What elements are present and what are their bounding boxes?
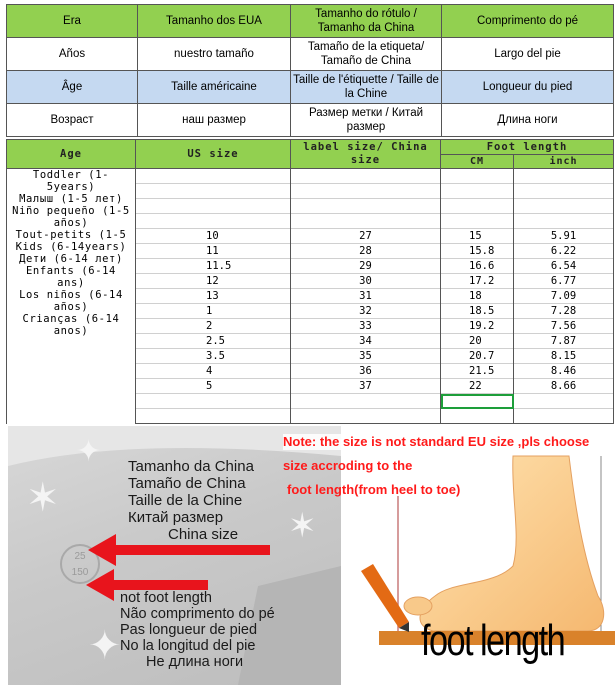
china-size-line: Китай размер xyxy=(128,509,224,526)
foot-cm-cell: 19.2 xyxy=(441,319,514,334)
header-cell: Era xyxy=(7,5,138,38)
header-cell: Longueur du pied xyxy=(442,71,614,104)
not-foot-line: Не длина ноги xyxy=(146,654,244,670)
header-row-russian xyxy=(7,104,614,137)
us-size-cell: 5 xyxy=(136,379,291,394)
header-row-portuguese xyxy=(7,5,614,38)
star-icon: ✦ xyxy=(76,435,102,468)
size-table-head xyxy=(7,140,614,155)
foot-cm-cell: 18 xyxy=(441,289,514,304)
foot-inch-cell: 7.28 xyxy=(514,304,614,319)
size-table-body xyxy=(7,169,614,424)
foot-inch-cell: 6.54 xyxy=(514,259,614,274)
foot-inch-cell xyxy=(514,214,614,229)
china-size-cell xyxy=(291,394,441,409)
us-size-cell: 4 xyxy=(136,364,291,379)
foot-inch-cell xyxy=(514,169,614,184)
foot-cm-cell: 15 xyxy=(441,229,514,244)
header-cell: Taille de l'étiquette / Taille de la Chine xyxy=(291,71,442,104)
table-row xyxy=(7,169,614,184)
col-foot-length: Foot length xyxy=(441,140,614,155)
not-foot-line: not foot length xyxy=(120,590,212,606)
header-cell: наш размер xyxy=(138,104,291,137)
china-size-line: Tamaño de China xyxy=(128,475,246,492)
col-cm: CM xyxy=(441,155,514,169)
star-icon: ✶ xyxy=(26,476,60,520)
foot-cm-cell xyxy=(441,409,514,424)
foot-cm-cell xyxy=(441,214,514,229)
us-size-cell xyxy=(136,184,291,199)
us-size-cell: 12 xyxy=(136,274,291,289)
china-size-cell xyxy=(291,214,441,229)
china-size-line: China size xyxy=(168,526,239,543)
age-group-label: Дети (6-14 лет) xyxy=(19,253,123,265)
age-group-label: Tout-petits (1-5 xyxy=(15,229,127,241)
note-line: size accroding to the xyxy=(283,458,413,473)
us-size-cell xyxy=(136,394,291,409)
header-cell: Tamanho do rótulo / Tamanho da China xyxy=(291,5,442,38)
age-group-label: Niño pequeño (1-5 años) xyxy=(12,205,130,229)
china-size-cell: 33 xyxy=(291,319,441,334)
header-cell: nuestro tamaño xyxy=(138,38,291,71)
star-icon: ✶ xyxy=(288,507,317,545)
us-size-cell: 3.5 xyxy=(136,349,291,364)
us-size-cell: 2 xyxy=(136,319,291,334)
china-size-cell xyxy=(291,199,441,214)
foot-cm-cell: 17.2 xyxy=(441,274,514,289)
arrow-china-size xyxy=(88,534,270,566)
header-cell: Длина ноги xyxy=(442,104,614,137)
foot-inch-cell: 6.77 xyxy=(514,274,614,289)
age-group-label: Los niños (6-14 años) xyxy=(19,289,123,313)
us-size-cell: 11.5 xyxy=(136,259,291,274)
header-cell: Años xyxy=(7,38,138,71)
col-age: Age xyxy=(7,140,136,169)
foot-inch-cell xyxy=(514,409,614,424)
header-table xyxy=(6,4,614,137)
china-size-cell: 34 xyxy=(291,334,441,349)
size-note xyxy=(283,434,613,450)
col-us-size: US size xyxy=(136,140,291,169)
china-size-cell: 37 xyxy=(291,379,441,394)
us-size-cell: 11 xyxy=(136,244,291,259)
age-groups-cell xyxy=(7,169,136,424)
header-cell: Возраст xyxy=(7,104,138,137)
foot-inch-cell xyxy=(514,394,614,409)
foot-cm-cell xyxy=(441,169,514,184)
foot-length-caption: foot length xyxy=(421,616,565,665)
foot-cm-cell xyxy=(441,394,514,409)
header-cell: Largo del pie xyxy=(442,38,614,71)
us-size-cell xyxy=(136,199,291,214)
china-size-cell: 35 xyxy=(291,349,441,364)
foot-cm-cell: 16.6 xyxy=(441,259,514,274)
pencil-icon xyxy=(361,564,409,628)
foot-cm-cell: 22 xyxy=(441,379,514,394)
foot-inch-cell: 7.56 xyxy=(514,319,614,334)
us-size-cell: 13 xyxy=(136,289,291,304)
header-cell: Comprimento do pé xyxy=(442,5,614,38)
foot-inch-cell xyxy=(514,199,614,214)
header-row-spanish xyxy=(7,38,614,71)
us-size-cell xyxy=(136,214,291,229)
foot-inch-cell: 8.66 xyxy=(514,379,614,394)
header-cell: Taille américaine xyxy=(138,71,291,104)
foot-photo xyxy=(283,426,615,685)
china-size-cell: 36 xyxy=(291,364,441,379)
foot-cm-cell: 15.8 xyxy=(441,244,514,259)
china-size-line: Taille de la Chine xyxy=(128,492,243,509)
foot-inch-cell: 7.87 xyxy=(514,334,614,349)
stamp-size: 25 xyxy=(74,551,86,562)
col-label-size: label size/ China size xyxy=(291,140,441,169)
china-size-cell: 30 xyxy=(291,274,441,289)
china-size-cell: 31 xyxy=(291,289,441,304)
stamp-length: 150 xyxy=(71,567,89,578)
header-row-french xyxy=(7,71,614,104)
age-group-label: Enfants (6-14 ans) xyxy=(26,265,116,289)
china-size-cell: 32 xyxy=(291,304,441,319)
not-foot-line: Pas longueur de pied xyxy=(120,622,258,638)
foot-inch-cell: 7.09 xyxy=(514,289,614,304)
china-size-cell xyxy=(291,184,441,199)
big-toe-icon xyxy=(404,597,432,615)
us-size-cell: 2.5 xyxy=(136,334,291,349)
header-cell: Tamanho dos EUA xyxy=(138,5,291,38)
note-line: foot length(from heel to toe) xyxy=(287,482,461,497)
age-group-label: Малыш (1-5 лет) xyxy=(19,193,123,205)
china-size-cell xyxy=(291,409,441,424)
foot-inch-cell xyxy=(514,184,614,199)
us-size-cell xyxy=(136,409,291,424)
foot-inch-cell: 6.22 xyxy=(514,244,614,259)
china-size-cell xyxy=(291,169,441,184)
foot-cm-cell: 18.5 xyxy=(441,304,514,319)
us-size-cell xyxy=(136,169,291,184)
age-group-label: Kids (6-14years) xyxy=(15,241,127,253)
header-cell: Размер метки / Китай размер xyxy=(291,104,442,137)
foot-cm-cell xyxy=(441,199,514,214)
not-foot-line: No la longitud del pie xyxy=(120,638,256,654)
col-inch: inch xyxy=(514,155,614,169)
foot-cm-cell: 21.5 xyxy=(441,364,514,379)
foot-cm-cell xyxy=(441,184,514,199)
header-cell: Tamaño de la etiqueta/ Tamaño de China xyxy=(291,38,442,71)
size-table xyxy=(6,139,614,424)
us-size-cell: 10 xyxy=(136,229,291,244)
foot-inch-cell: 8.15 xyxy=(514,349,614,364)
header-cell: Âge xyxy=(7,71,138,104)
not-foot-length-text xyxy=(120,590,275,670)
china-size-cell: 29 xyxy=(291,259,441,274)
not-foot-line: Não comprimento do pé xyxy=(120,606,275,622)
china-size-cell: 27 xyxy=(291,229,441,244)
china-size-cell: 28 xyxy=(291,244,441,259)
foot-cm-cell: 20.7 xyxy=(441,349,514,364)
foot-inch-cell: 5.91 xyxy=(514,229,614,244)
star-icon: ✦ xyxy=(88,624,122,668)
age-group-label: Crianças (6-14 anos) xyxy=(22,313,120,337)
foot-cm-cell: 20 xyxy=(441,334,514,349)
china-size-line: Tamanho da China xyxy=(128,458,254,475)
us-size-cell: 1 xyxy=(136,304,291,319)
age-group-label: Toddler (1-5years) xyxy=(32,169,110,193)
note-line: Note: the size is not standard EU size ,pls choose xyxy=(283,434,590,449)
foot-inch-cell: 8.46 xyxy=(514,364,614,379)
